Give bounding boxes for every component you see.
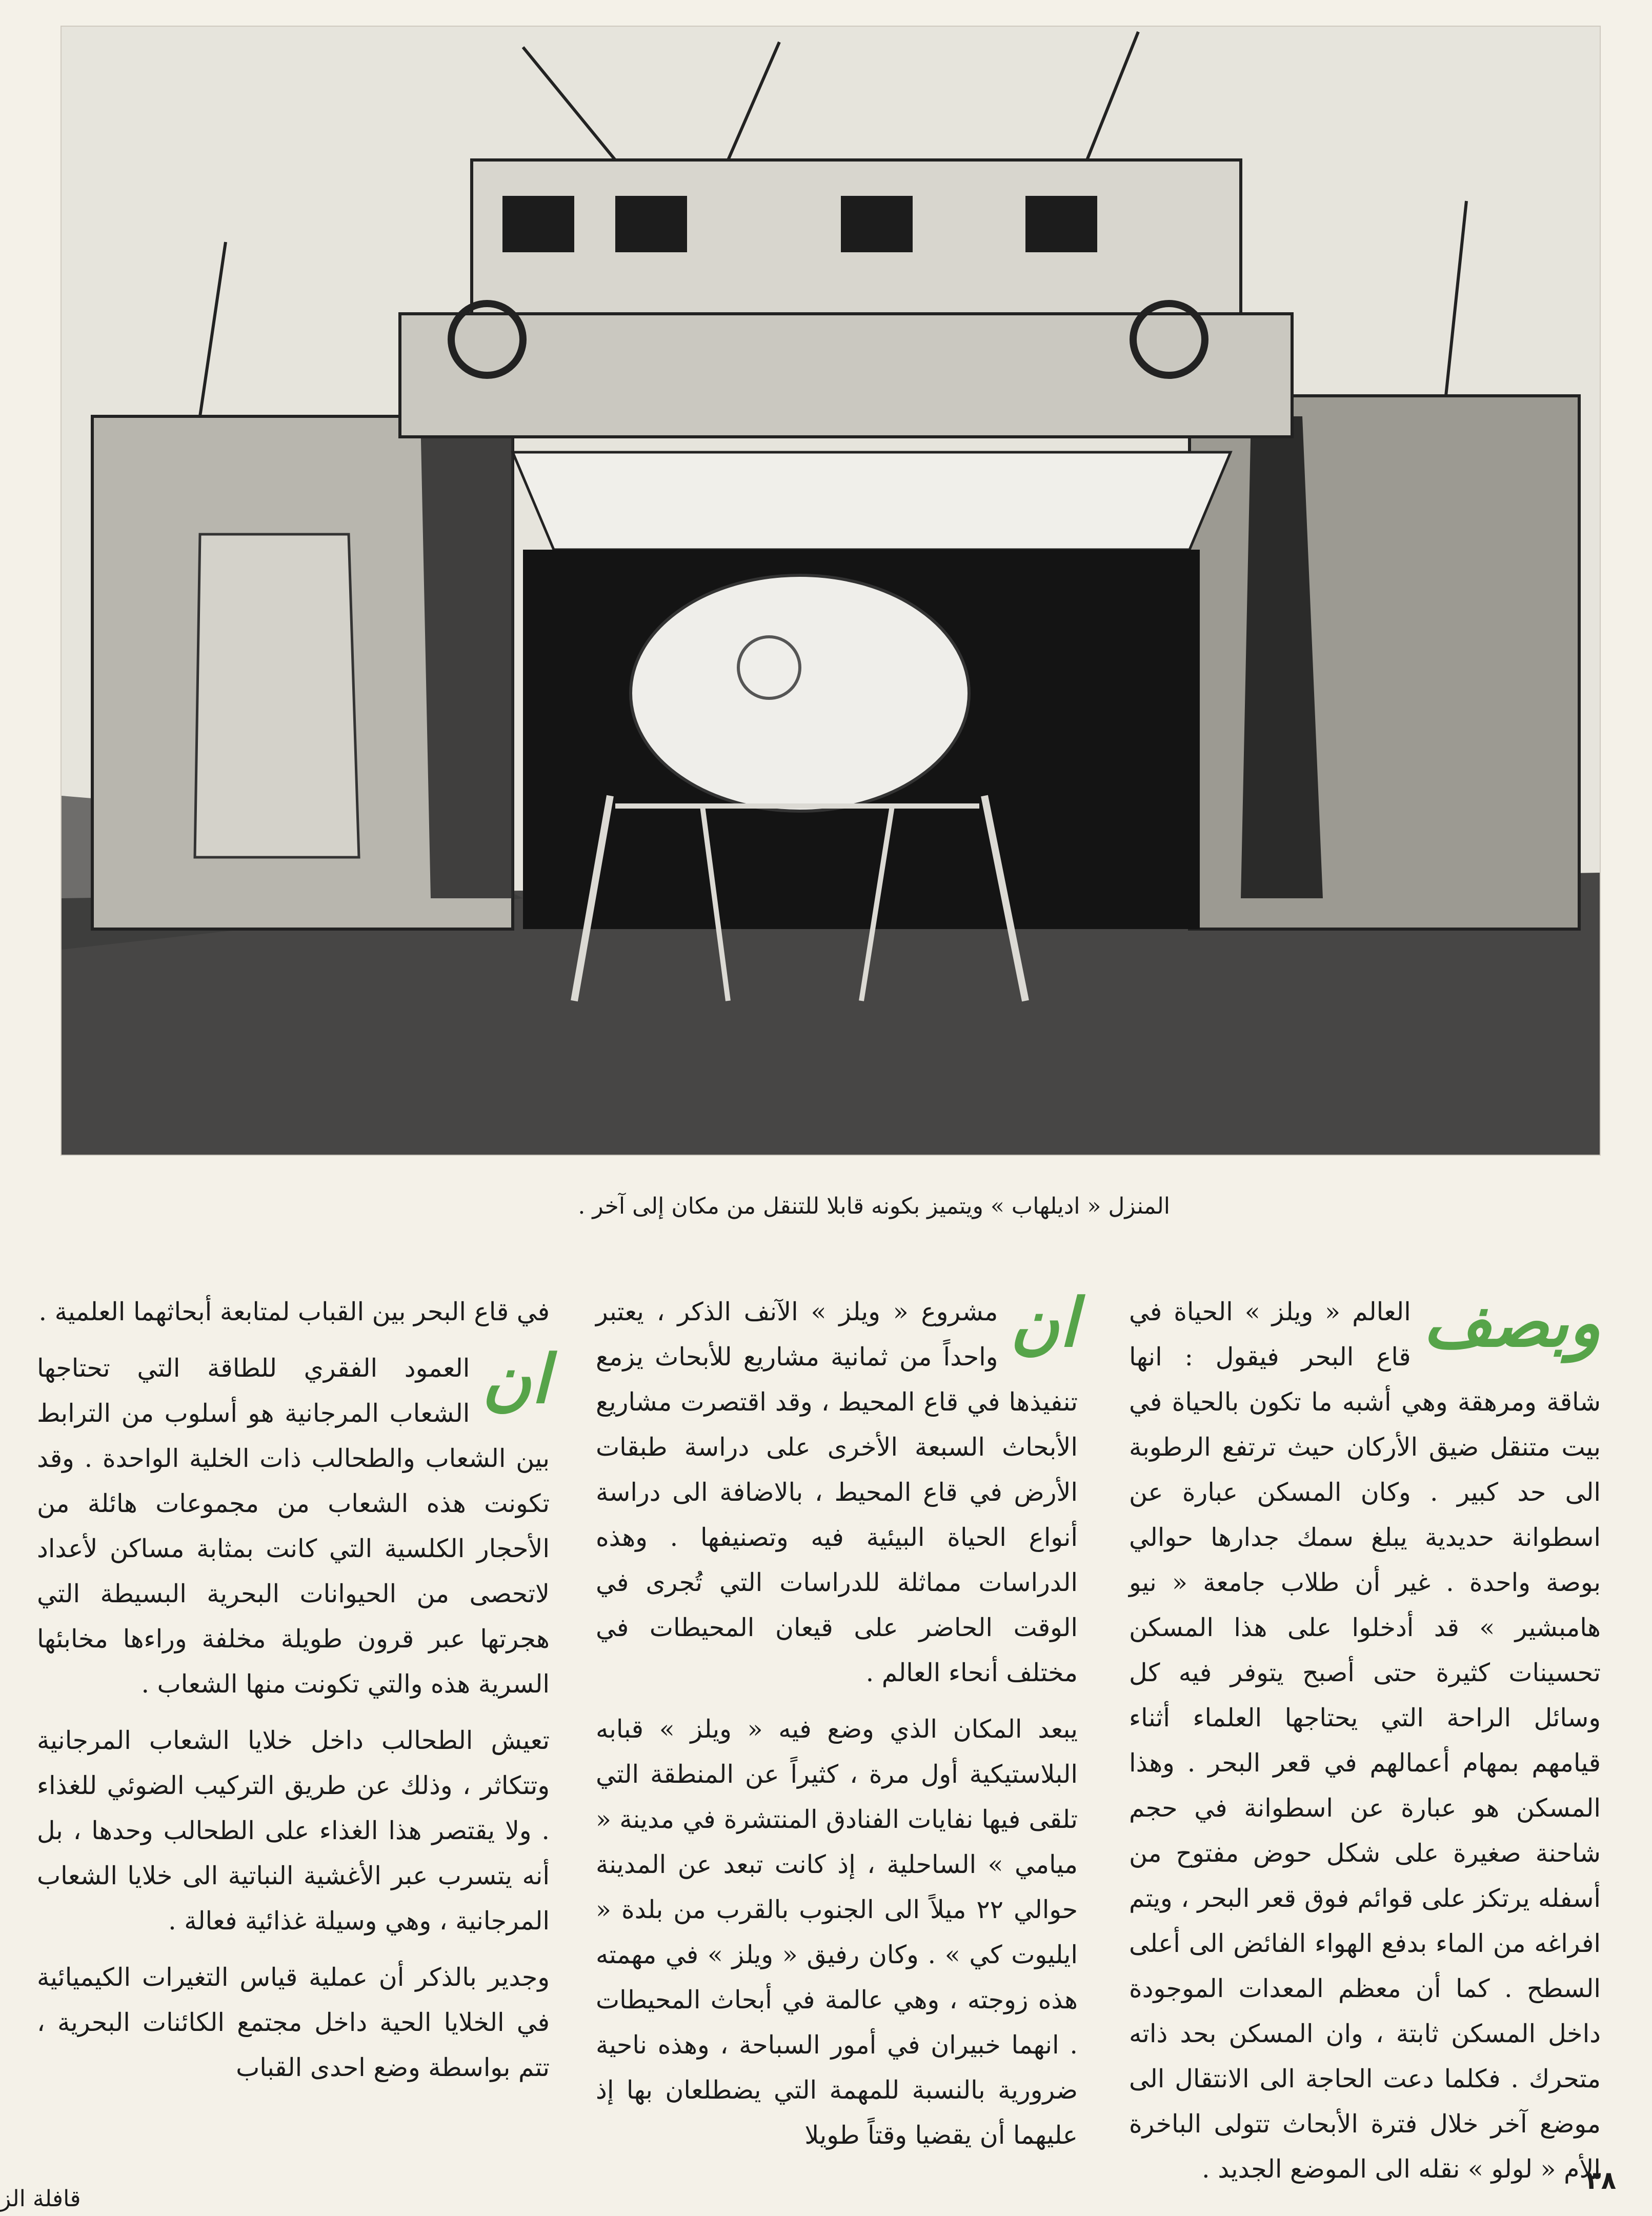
paragraph: العمود الفقري للطاقة التي تحتاجها الشعاب المرجانية هو أسلوب من الترابط بين الشعاب والطحالب ذات الخلية الواحدة . وقد تكونت هذه الشعاب من مجموعات هائلة من الأحجار الكلسية التي كانت بمثابة مساكن لأعداد لاتحصى من الحيوانات البحرية البسيطة التي هجرتها عبر قرون طويلة مخلفة وراءها مخابئها السرية هذه والتي تكونت منها الشعاب . (37, 1354, 550, 1699)
paragraph: العالم « ويلز » الحياة في قاع البحر فيقول : انها شاقة ومرهقة وهي أشبه ما تكون بالحياة في بيت متنقل ضيق الأركان حيث ترتفع الرطوبة الى حد كبير . وكان المسكن عبارة عن اسطوانة حديدية يبلغ سمك جدارها حوالي بوصة واحدة . غير أن طلاب جامعة « نيو هامبشير » قد أدخلوا على هذا المسكن تحسينات كثيرة حتى أصبح يتوفر فيه كل وسائل الراحة التي يحتاجها العلماء أثناء قيامهم بمهام أعمالهم في قعر البحر . وهذا المسكن هو عبارة عن اسطوانة في حجم شاحنة صغيرة على شكل حوض مفتوح من أسفله يرتكز على قوائم فوق قعر البحر ، ويتم افراغه من الماء بدفع الهواء الفائض الى أعلى السطح . كما أن معظم المعدات الموجودة داخل المسكن ثابتة ، وان المسكن بحد ذاته متحرك . فكلما دعت الحاجة الى الانتقال الى موضع آخر خلال فترة الأبحاث تتولى الباخرة الأم « لولو » نقله الى الموضع الجديد . (1129, 1297, 1601, 2184)
paragraph: تعيش الطحالب داخل خلايا الشعاب المرجانية وتتكاثر ، وذلك عن طريق التركيب الضوئي للغذاء . ولا يقتصر هذا الغذاء على الطحالب وحدها ، بل أنه يتسرب عبر الأغشية النباتية الى خلايا الشعاب المرجانية ، وهي وسيلة غذائية فعالة . (37, 1726, 550, 1936)
article-column-left (37, 1290, 550, 2141)
magazine-footer: قافلة الز (0, 2186, 81, 2212)
ink-sketch-image (62, 27, 1600, 1155)
article-column-right (1129, 1284, 1601, 2184)
habitat-illustration (61, 26, 1601, 1156)
dropcap-middle: ان (1010, 1284, 1078, 1362)
paragraph: وجدير بالذكر أن عملية قياس التغيرات الكيميائية في الخلايا الحية داخل مجتمع الكائنات البحرية ، تتم بواسطة وضع احدى القباب (37, 1963, 550, 2082)
figure-caption: المنزل « اديلهاب » ويتميز بكونه قابلا للتنقل من مكان إلى آخر . (578, 1193, 1170, 1219)
page-number: ٣٨ (1586, 2166, 1616, 2195)
article-column-middle (596, 1284, 1078, 2150)
dropcap-left: ان (482, 1340, 550, 1418)
paragraph: في قاع البحر بين القباب لمتابعة أبحاثهما العلمية . (38, 1297, 550, 1326)
paragraph: مشروع « ويلز » الآنف الذكر ، يعتبر واحداً من ثمانية مشاريع للأبحاث يزمع تنفيذها في قاع المحيط ، وقد اقتصرت مشاريع الأبحاث السبعة الأخرى على دراسة طبقات الأرض في قاع المحيط ، بالاضافة الى دراسة أنواع الحياة البيئية فيه وتصنيفها . وهذه الدراسات مماثلة للدراسات التي تُجرى في الوقت الحاضر على قيعان المحيطات في مختلف أنحاء العالم . (596, 1297, 1078, 1687)
paragraph: يبعد المكان الذي وضع فيه « ويلز » قبابه البلاستيكية أول مرة ، كثيراً عن المنطقة التي تلقى فيها نفايات الفنادق المنتشرة في مدينة « ميامي » الساحلية ، إذ كانت تبعد عن المدينة حوالي ٢٢ ميلاً الى الجنوب بالقرب من بلدة « ايليوت كي » . وكان رفيق « ويلز » في مهمته هذه زوجته ، وهي عالمة في أبحاث المحيطات . انهما خبيران في أمور السباحة ، وهذه ناحية ضرورية بالنسبة للمهمة التي يضطلعان بها إذ عليهما أن يقضيا وقتاً طويلا (596, 1715, 1078, 2150)
dropcap-right: وبصف (1423, 1284, 1601, 1362)
